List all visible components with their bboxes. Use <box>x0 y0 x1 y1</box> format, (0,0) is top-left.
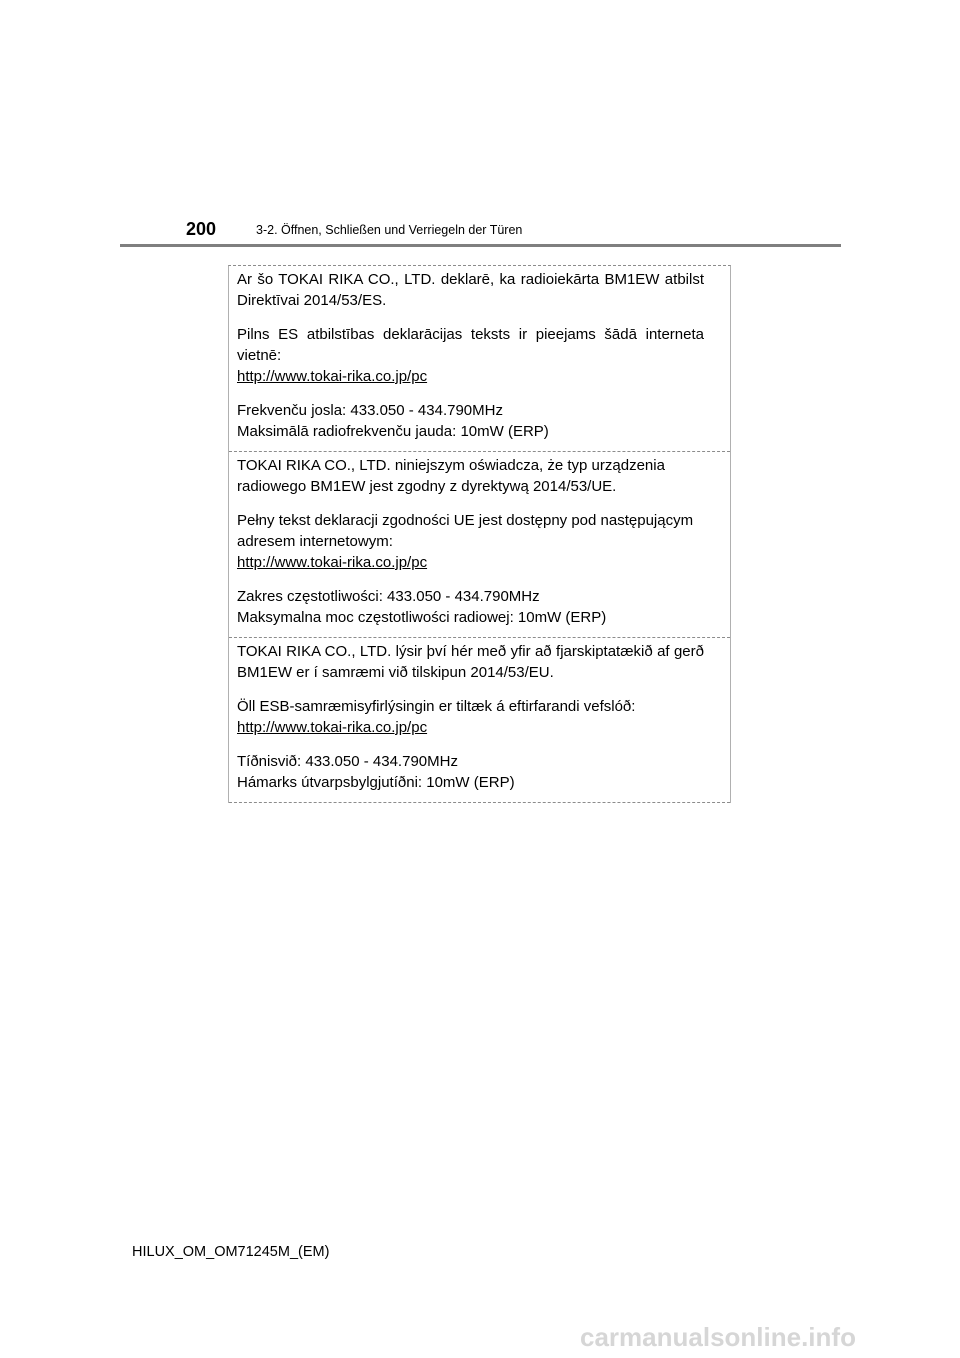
frequency-band: Frekvenču josla: 433.050 - 434.790MHz <box>237 402 503 419</box>
declaration-polish <box>229 452 730 638</box>
max-power: Maksymalna moc częstotliwości radiowej: 10mW (ERP) <box>237 609 607 626</box>
declaration-latvian <box>229 266 730 452</box>
declaration-statement: TOKAI RIKA CO., LTD. lýsir því hér með yfir að fjarskiptatækið af gerð BM1EW er í samræmi við tilskipun 2014/53/EU. <box>237 643 704 681</box>
document-code: HILUX_OM_OM71245M_(EM) <box>132 1244 330 1260</box>
declaration-availability: Pilns ES atbilstības deklarācijas teksts ir pieejams šādā interneta vietnē: <box>237 326 704 364</box>
declaration-availability: Pełny tekst deklaracji zgodności UE jest dostępny pod następującym adresem internetowym: <box>237 512 694 550</box>
declaration-statement: TOKAI RIKA CO., LTD. niniejszym oświadcza, że typ urządzenia radiowego BM1EW jest zgodny z dyrektywą 2014/53/UE. <box>237 457 665 495</box>
max-power: Hámarks útvarpsbylgjutíðni: 10mW (ERP) <box>237 774 515 791</box>
section-title: 3-2. Öffnen, Schließen und Verriegeln der Türen <box>256 223 523 237</box>
watermark: carmanualsonline.info <box>580 1322 856 1352</box>
page-number: 200 <box>186 219 217 239</box>
frequency-band: Tíðnisvið: 433.050 - 434.790MHz <box>237 753 458 770</box>
declaration-availability: Öll ESB-samræmisyfirlýsingin er tiltæk á eftirfarandi vefslóð: <box>237 698 636 715</box>
declaration-link[interactable]: http://www.tokai-rika.co.jp/pc <box>237 719 428 736</box>
declaration-link[interactable]: http://www.tokai-rika.co.jp/pc <box>237 368 428 385</box>
declaration-box <box>228 265 731 803</box>
header-rule <box>120 244 841 247</box>
max-power: Maksimālā radiofrekvenču jauda: 10mW (ERP) <box>237 423 549 440</box>
declaration-icelandic <box>229 638 730 803</box>
frequency-band: Zakres częstotliwości: 433.050 - 434.790MHz <box>237 588 540 605</box>
declaration-statement: Ar šo TOKAI RIKA CO., LTD. deklarē, ka radioiekārta BM1EW atbilst Direktīvai 2014/53/ES. <box>237 271 704 309</box>
declaration-link[interactable]: http://www.tokai-rika.co.jp/pc <box>237 554 428 571</box>
